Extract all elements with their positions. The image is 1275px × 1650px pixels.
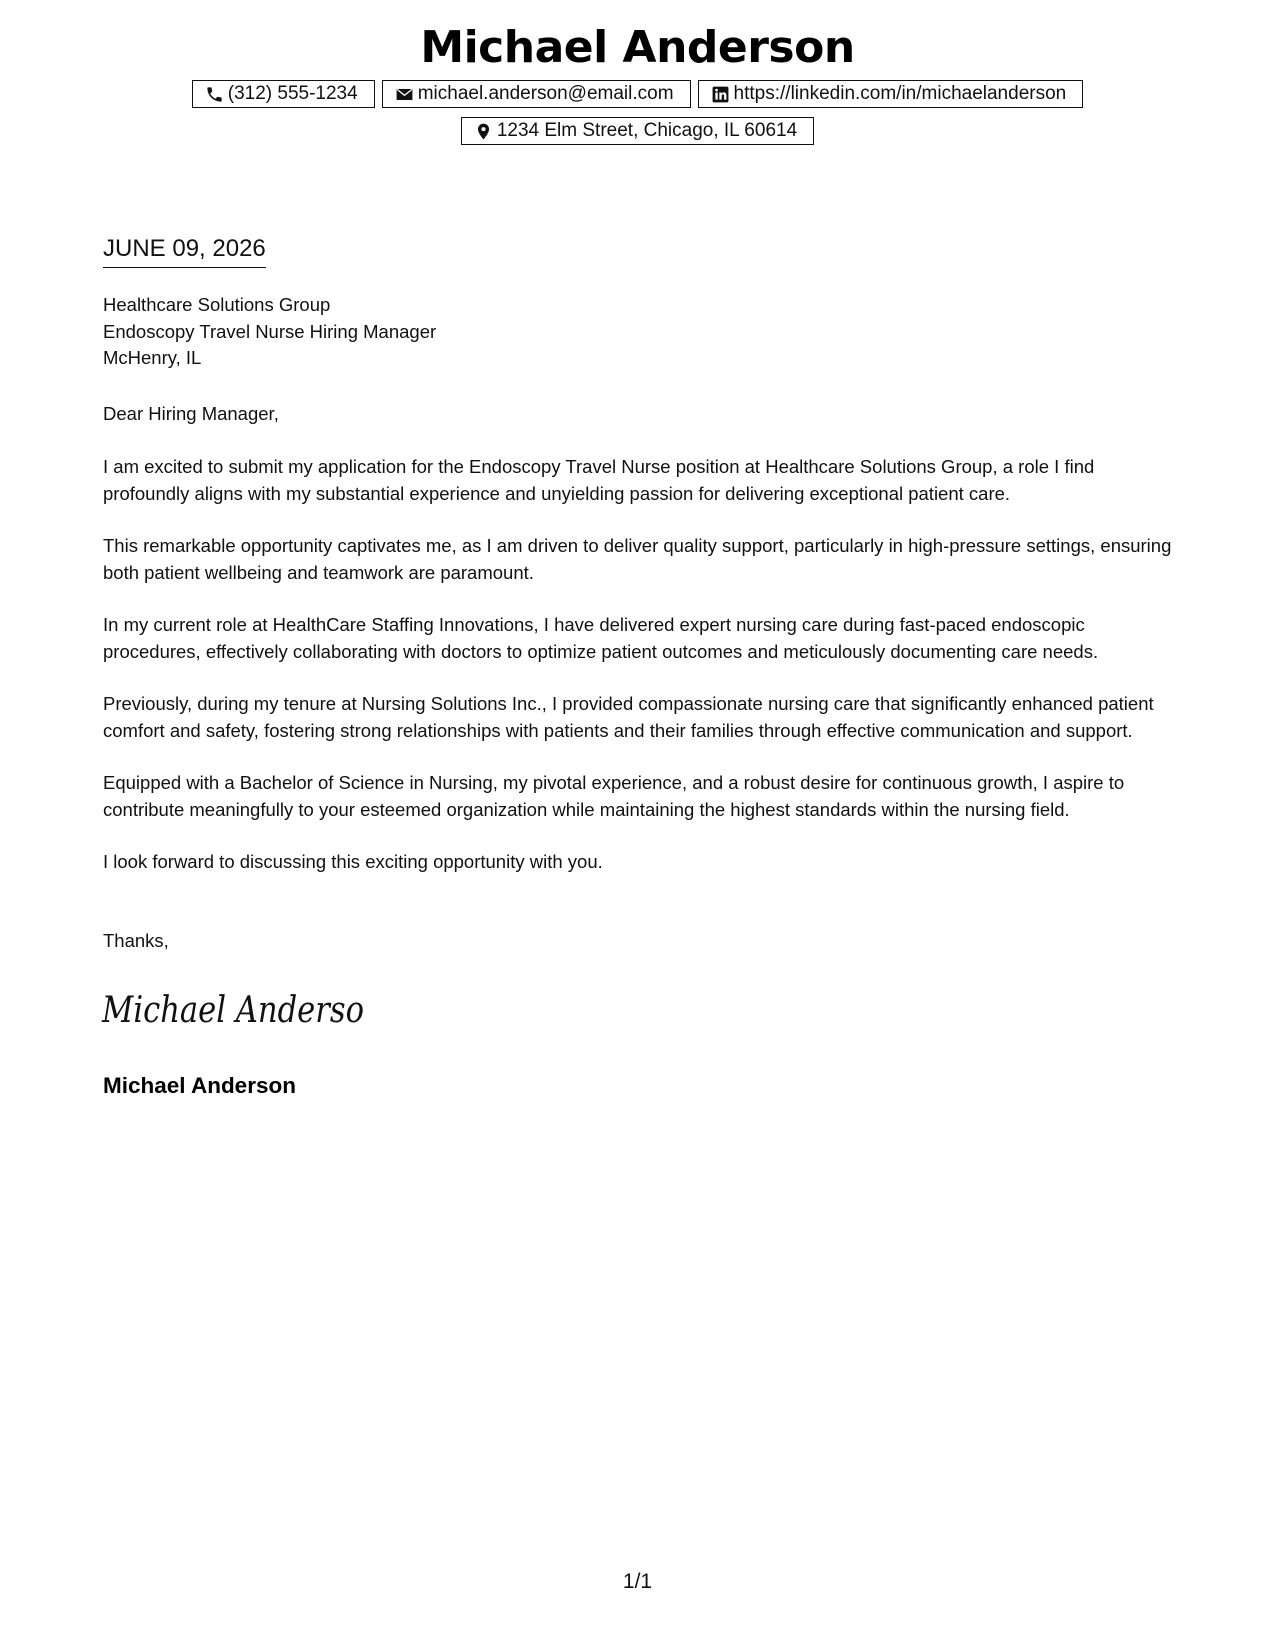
linkedin-chip[interactable] [698, 80, 1084, 108]
recipient-company: Healthcare Solutions Group [103, 294, 331, 315]
paragraph-intro: I am excited to submit my application for the Endoscopy Travel Nurse position at Healthcare Solutions Group, a role I find profoundly aligns with my substantial experience and unyielding passion for delivering exceptional patient care. [103, 456, 1095, 504]
email-text: michael.anderson@email.com [417, 83, 674, 104]
applicant-name: Michael Anderson [420, 22, 855, 73]
paragraph-qualifications: Equipped with a Bachelor of Science in Nursing, my pivotal experience, and a robust desire for continuous growth, I aspire to contribute meaningfully to your esteemed organization while maintaining the highest standards within the nursing field. [103, 772, 1125, 820]
map-marker-icon [474, 122, 493, 141]
recipient-block [103, 292, 436, 372]
recipient-location: McHenry, IL [103, 347, 202, 368]
contact-row-primary [0, 80, 1275, 108]
svg-text:Michael Anderso: Michael Anderso [101, 990, 364, 1031]
paragraph-previous-role: Previously, during my tenure at Nursing Solutions Inc., I provided compassionate nursing care that significantly enhanced patient comfort and safety, fostering strong relationships with patients and their families through effective communication and support. [103, 693, 1154, 741]
address-chip[interactable] [461, 117, 814, 145]
page-indicator: 1/1 [622, 1570, 653, 1593]
envelope-icon [395, 85, 414, 104]
phone-icon [205, 85, 224, 104]
letter-date: JUNE 09, 2026 [103, 232, 266, 268]
linkedin-icon [711, 85, 730, 104]
contact-row-secondary [0, 117, 1275, 145]
linkedin-text: https://linkedin.com/in/michaelanderson [733, 83, 1067, 104]
recipient-title: Endoscopy Travel Nurse Hiring Manager [103, 320, 437, 342]
phone-chip[interactable] [192, 80, 375, 108]
paragraph-closing-remark: I look forward to discussing this exciting opportunity with you. [103, 851, 603, 872]
email-chip[interactable] [382, 80, 691, 108]
paragraph-motivation: This remarkable opportunity captivates me, as I am driven to deliver quality support, particularly in high-pressure settings, ensuring both patient wellbeing and teamwork are paramount. [103, 535, 1172, 583]
paragraph-current-role: In my current role at HealthCare Staffing Innovations, I have delivered expert nursing care during fast-paced endoscopic procedures, effectively collaborating with doctors to optimize patient outcomes and meticulously documenting care needs. [103, 614, 1099, 662]
signer-name: Michael Anderson [103, 1073, 296, 1098]
address-text: 1234 Elm Street, Chicago, IL 60614 [496, 120, 798, 141]
salutation: Dear Hiring Manager, [103, 403, 279, 424]
closing-line: Thanks, [103, 930, 169, 951]
handwritten-signature [100, 982, 370, 1040]
phone-text: (312) 555-1234 [227, 83, 358, 104]
